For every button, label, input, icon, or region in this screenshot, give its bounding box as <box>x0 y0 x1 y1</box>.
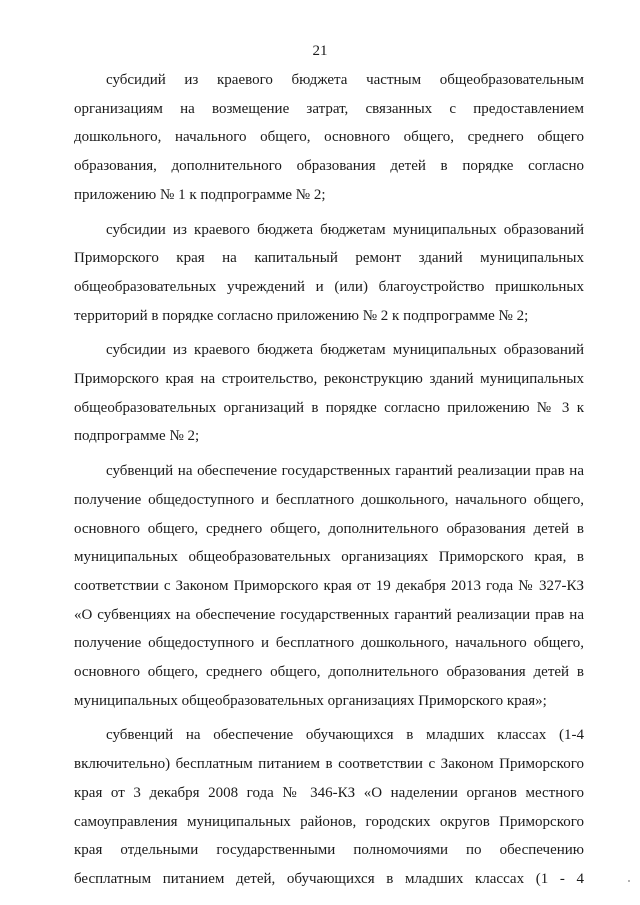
paragraph-construction-subsidy: субсидии из краевого бюджета бюджетам муниципальных образований Приморского края на строительство, реконструкцию зданий муниципальных общеобразовательных организаций в порядке согласно приложению № 3 к подпрограмме № 2; <box>74 342 584 445</box>
page-number: 21 <box>312 43 328 59</box>
paragraph-capital-repair-subsidy: субсидии из краевого бюджета бюджетам муниципальных образований Приморского края на капитальный ремонт зданий муниципальных общеобразовательных учреждений и (или) благоустройство пришкольных территорий в порядке согласно приложению № 2 к подпрограмме № 2; <box>74 221 584 324</box>
document-body <box>74 66 584 894</box>
paragraph-private-schools-subsidy: субсидий из краевого бюджета частным общеобразовательным организациям на возмещение затрат, связанных с предоставлением дошкольного, начального общего, основного общего, среднего общего образования, дополнительного образования детей в порядке согласно приложению № 1 к подпрограмме № 2; <box>74 72 584 203</box>
paragraph-free-meals-subvention: субвенций на обеспечение обучающихся в младших классах (1-4 включительно) бесплатным питанием в соответствии с Законом Приморского края от 3 декабря 2008 года № 346-КЗ «О наделении органов местного самоуправления муниципальных районов, городских округов Приморского края отдельными государственными полномочиями по обеспечению бесплатным питанием детей, обучающихся в младших классах (1 - 4 <box>74 727 584 887</box>
paragraph-education-guarantees-subvention: субвенций на обеспечение государственных гарантий реализации прав на получение общедоступного и бесплатного дошкольного, начального общего, основного общего, среднего общего, дополнительного образования детей в муниципальных общеобразовательных организациях Приморского края, в соответствии с Законом Приморского края от 19 декабря 2013 года № 327-КЗ «О субвенциях на обеспечение государственных гарантий реализации прав на получение общедоступного и бесплатного дошкольного, начального общего, основного общего, среднего общего, дополнительного образования детей в муниципальных общеобразовательных организациях Приморского края»; <box>74 463 584 709</box>
scan-speck <box>628 880 630 882</box>
